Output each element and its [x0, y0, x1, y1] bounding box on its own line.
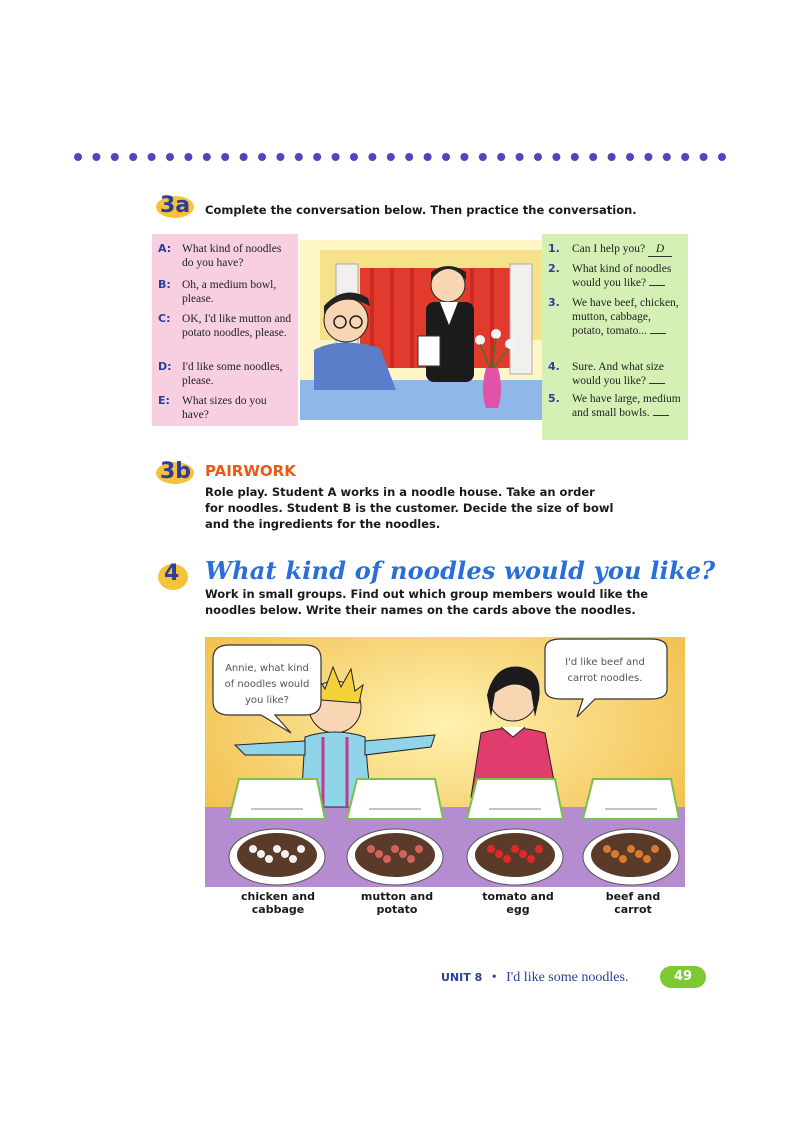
- girl-bubble-line-2: carrot noodles.: [567, 673, 643, 684]
- noodle-topping: [289, 855, 297, 863]
- noodle-topping: [249, 845, 257, 853]
- section-3b-line-2: for noodles. Student B is the customer. Decide the size of bowl: [205, 501, 614, 515]
- noodles: [237, 833, 317, 877]
- boy-bubble-line-1: Annie, what kind: [225, 663, 309, 674]
- girl-bubble-line-1: I'd like beef and: [565, 657, 645, 668]
- noodle-topping: [503, 855, 511, 863]
- name-card: [467, 779, 563, 819]
- noodle-topping: [627, 845, 635, 853]
- pairwork-heading: PAIRWORK: [205, 462, 296, 480]
- noodle-topping: [495, 850, 503, 858]
- noodle-caption-3: tomato and egg: [482, 890, 554, 916]
- noodle-topping: [511, 845, 519, 853]
- boy-bubble-line-3: you like?: [244, 695, 290, 706]
- section-4-line-1: Work in small groups. Find out which group members would like the: [205, 587, 649, 601]
- noodle-topping: [619, 855, 627, 863]
- section-4-title: What kind of noodles would you like?: [205, 556, 716, 585]
- name-card: [347, 779, 443, 819]
- noodle-caption-1: chicken and cabbage: [241, 890, 315, 916]
- noodles: [355, 833, 435, 877]
- noodle-caption-4: beef and carrot: [605, 890, 661, 916]
- noodle-topping: [265, 855, 273, 863]
- section-3b-line-1: Role play. Student A works in a noodle house. Take an order: [205, 485, 595, 499]
- footer-unit: UNIT 8: [441, 971, 483, 984]
- noodle-topping: [611, 850, 619, 858]
- noodle-caption-2: mutton and potato: [360, 890, 434, 916]
- section-3b-line-3: and the ingredients for the noodles.: [205, 517, 441, 531]
- section-4-line-2: noodles below. Write their names on the cards above the noodles.: [205, 603, 636, 617]
- dotted-divider: [72, 150, 732, 164]
- footer-title: I'd like some noodles.: [506, 970, 629, 985]
- footer-bullet: •: [491, 970, 497, 985]
- answer-blank-2[interactable]: [649, 285, 665, 286]
- answer-blank-1[interactable]: D: [648, 242, 672, 257]
- boy-bubble-line-2: of noodles would: [224, 679, 310, 690]
- noodle-topping: [257, 850, 265, 858]
- section-3a-instruction: Complete the conversation below. Then practice the conversation.: [205, 203, 637, 217]
- noodle-topping: [535, 845, 543, 853]
- noodle-topping: [367, 845, 375, 853]
- noodles: [591, 833, 671, 877]
- noodle-topping: [391, 845, 399, 853]
- name-card: [229, 779, 325, 819]
- noodle-topping: [383, 855, 391, 863]
- page-number: 49: [660, 966, 706, 988]
- noodle-table-illustration: [205, 637, 685, 887]
- conversation-lines-box: A: What kind of noodles do you have? B: Oh, a medium bowl, please. C: OK, I'd like mutton and potato noodles, please. D: I'd like some noodles, please. E: What sizes do you have?: [152, 234, 298, 426]
- answer-blank-5[interactable]: [653, 415, 669, 416]
- noodle-topping: [375, 850, 383, 858]
- noodle-topping: [643, 855, 651, 863]
- noodle-topping: [527, 855, 535, 863]
- answer-blank-3[interactable]: [650, 333, 666, 334]
- restaurant-illustration: [300, 240, 542, 420]
- section-4-badge: 4: [164, 562, 179, 586]
- noodle-topping: [297, 845, 305, 853]
- section-3b-badge: 3b: [160, 460, 191, 484]
- noodle-topping: [635, 850, 643, 858]
- noodle-topping: [519, 850, 527, 858]
- name-card: [583, 779, 679, 819]
- noodle-topping: [651, 845, 659, 853]
- noodle-topping: [487, 845, 495, 853]
- conversation-prompts-box: 1. Can I help you? D 2. What kind of noodles would you like? 3. We have beef, chicken, mutton, cabbage, potato, tomato... 4. Sure. And what size would you like? 5. We have large, medium and small bowls.: [542, 234, 688, 440]
- answer-blank-4[interactable]: [649, 383, 665, 384]
- noodle-topping: [281, 850, 289, 858]
- noodle-topping: [415, 845, 423, 853]
- noodle-topping: [273, 845, 281, 853]
- noodle-topping: [603, 845, 611, 853]
- noodle-topping: [399, 850, 407, 858]
- page-footer: [441, 970, 628, 986]
- noodles: [475, 833, 555, 877]
- section-3a-badge: 3a: [160, 194, 190, 218]
- noodle-topping: [407, 855, 415, 863]
